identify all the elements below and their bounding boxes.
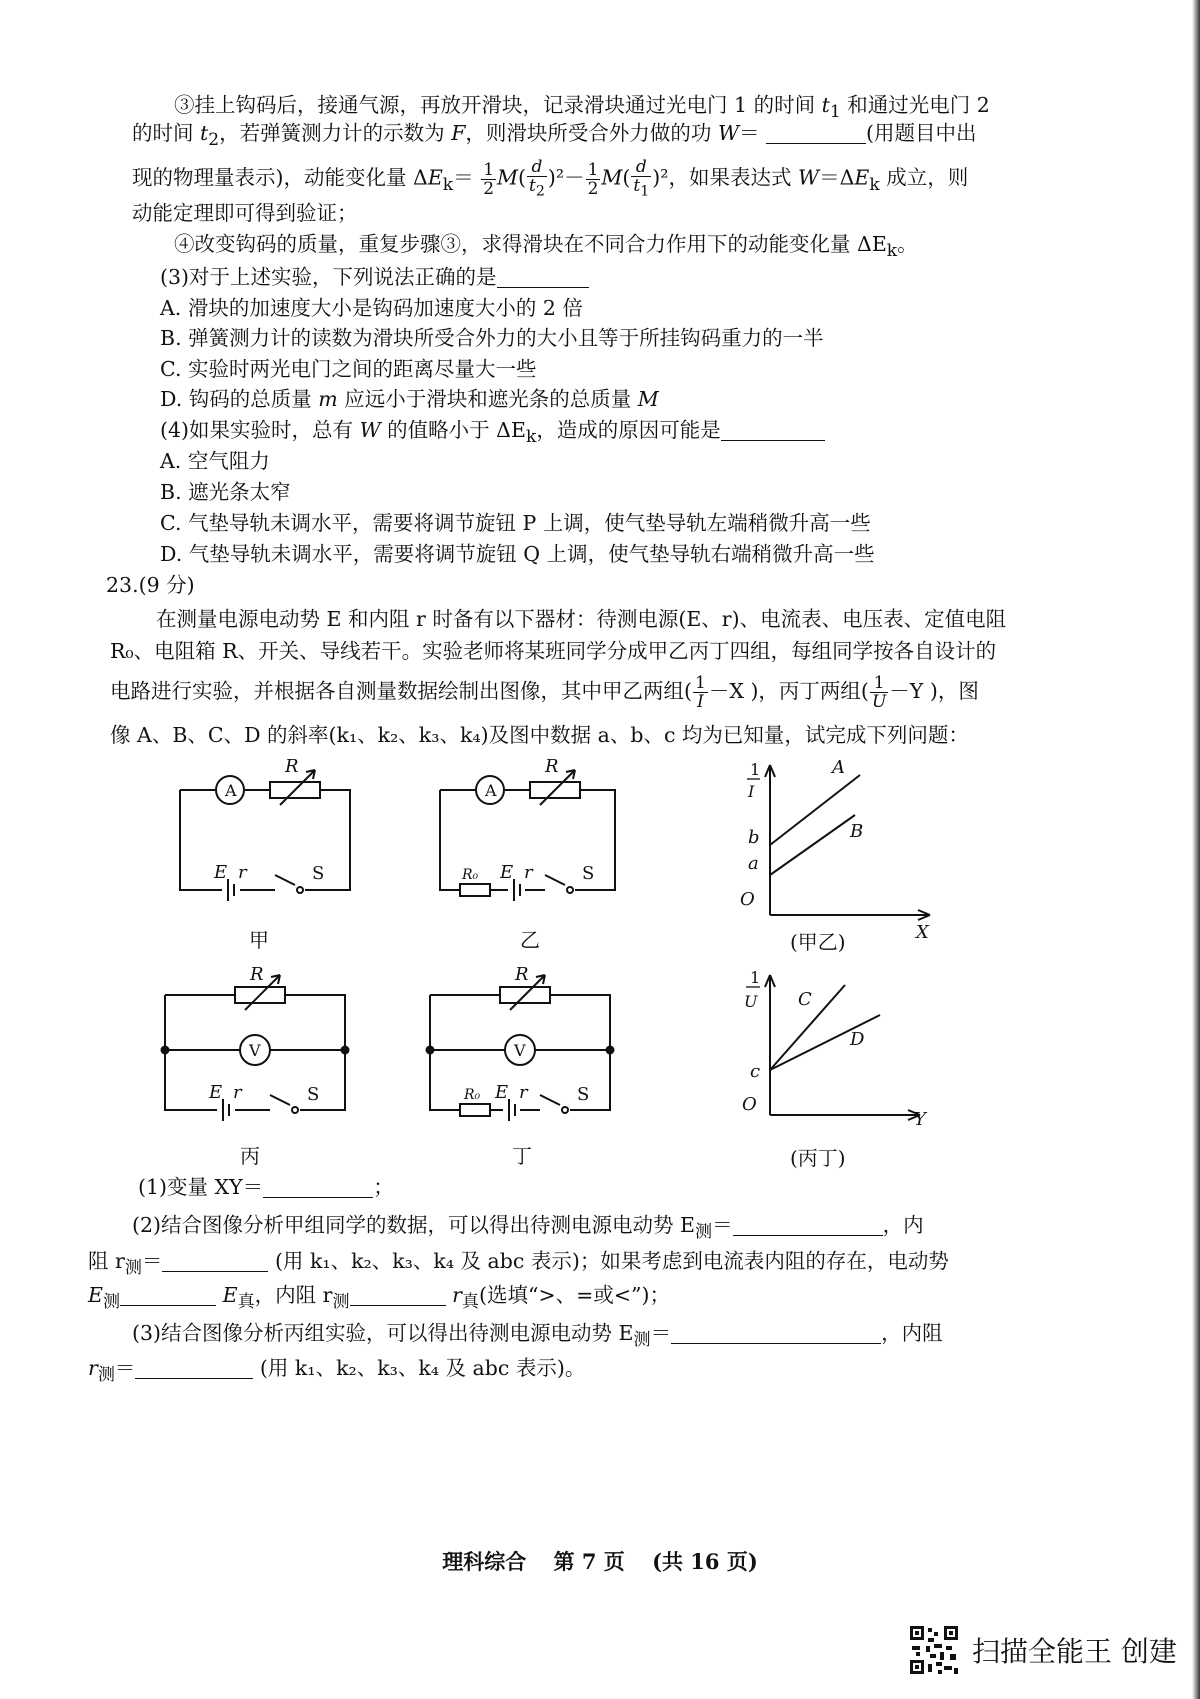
q4-option-b[interactable]: B. 遮光条太窄 [160, 480, 291, 504]
q3-option-c[interactable]: C. 实验时两光电门之间的距离尽量大一些 [160, 357, 537, 381]
caption-jia: 甲 [249, 928, 269, 952]
answer-blank-compare-e[interactable] [120, 1283, 216, 1306]
svg-text:a: a [748, 853, 759, 874]
step3-line3: 现的物理量表示)，动能变化量 $\Delta E_k=$ $\frac{1}{2}$ M( $\frac{d}{t_2}$ )²－ $\frac{1}{2}$ M( $\frac{d}{t_1}$ )²，如果表达式 $W=\Delta E_k$ 成立，则 [132, 157, 969, 200]
caption-ding: 丁 [512, 1144, 532, 1168]
fixed-resistor-label: R₀ [464, 1087, 481, 1103]
fraction-d-t1: $\frac{d}{t_1}$ [633, 157, 650, 200]
q23-paragraph-line4: 像 A、B、C、D 的斜率(k₁、k₂、k₃、k₄)及图中数据 a、b、c 均为已知量，试完成下列问题： [110, 723, 969, 747]
circuit-yi [430, 755, 630, 909]
svg-text:O: O [740, 889, 755, 910]
circuit-jia [170, 755, 360, 909]
svg-text:1: 1 [750, 968, 761, 987]
voltmeter-label: V [514, 1041, 526, 1060]
svg-text:Y: Y [914, 1109, 926, 1130]
rheostat-label: R [515, 964, 529, 985]
page-footer [0, 1546, 1200, 1576]
q23-part2-line1: (2)结合图像分析甲组同学的数据，可以得出待测电源电动势 $E_测=$ ，内 [132, 1213, 924, 1243]
answer-blank-emf-bing[interactable] [671, 1321, 881, 1344]
q23-heading: 23.(9 分) [106, 573, 195, 597]
internal-resistance-label: r [524, 862, 533, 883]
emf-label: E [495, 1082, 509, 1103]
q23-paragraph-line3: 电路进行实验，并根据各自测量数据绘制出图像，其中甲乙两组( $\frac{1}{I}$ －X )，丙丁两组( $\frac{1}{U}$ －Y )，图 [110, 673, 979, 712]
caption-graph-bing-ding: (丙丁) [790, 1146, 846, 1170]
svg-text:1: 1 [750, 760, 761, 779]
q4-stem: (4)如果实验时，总有 W 的值略小于 $\Delta E_k$，造成的原因可能是 [160, 415, 825, 452]
q4-option-c[interactable]: C. 气垫导轨未调水平，需要将调节旋钮 P 上调，使气垫导轨左端稍微升高一些 [160, 511, 871, 535]
svg-text:B: B [850, 821, 864, 842]
q3-option-a[interactable]: A. 滑块的加速度大小是钩码加速度大小的 2 倍 [160, 296, 583, 320]
svg-text:C: C [798, 989, 812, 1010]
fraction-half: $\frac{1}{2}$ [483, 159, 495, 199]
answer-blank-q4[interactable] [721, 418, 825, 441]
q23-paragraph-line1: 在测量电源电动势 E 和内阻 r 时备有以下器材：待测电源(E、r)、电流表、电压表、定值电阻 [156, 607, 1007, 631]
switch-label: S [307, 1084, 320, 1105]
switch-label: S [577, 1084, 590, 1105]
switch-label: S [582, 863, 595, 884]
q23-paragraph-line2: R₀、电阻箱 R、开关、导线若干。实验老师将某班同学分成甲乙丙丁四组，每组同学按各自设计的 [110, 639, 997, 663]
graph-bing-ding [730, 965, 950, 1139]
step3-line1: ③挂上钩码后，接通气源，再放开滑块，记录滑块通过光电门 1 的时间 $t_1$ 和通过光电门 2 [174, 93, 990, 123]
answer-blank-compare-r[interactable] [350, 1283, 446, 1306]
answer-blank-work[interactable] [766, 121, 866, 144]
q23-part2-line3: $E_测$ $E_真$，内阻 $r_测$ $r_真$(选填“>、=或<”)； [88, 1283, 671, 1313]
footer-total-pages: (共 16 页) [652, 1549, 758, 1574]
emf-label: E [214, 862, 228, 883]
ammeter-label: A [485, 781, 497, 800]
scanner-watermark-text: 扫描全能王 创建 [972, 1635, 1177, 1668]
q3-option-b[interactable]: B. 弹簧测力计的读数为滑块所受合外力的大小且等于所挂钩码重力的一半 [160, 326, 824, 350]
line-A [770, 775, 860, 845]
svg-text:O: O [742, 1094, 757, 1115]
emf-label: E [209, 1082, 223, 1103]
footer-subject: 理科综合 [442, 1549, 527, 1574]
emf-label: E [500, 862, 514, 883]
voltmeter-label: V [249, 1041, 261, 1060]
answer-blank-emf-jia[interactable] [733, 1213, 883, 1236]
q23-part3-line1: (3)结合图像分析丙组实验，可以得出待测电源电动势 $E_测=$ ，内阻 [132, 1321, 943, 1351]
internal-resistance-label: r [519, 1082, 528, 1103]
ammeter-label: A [225, 781, 237, 800]
fraction-1-over-U: $\frac{1}{U}$ [871, 673, 887, 712]
qr-code-icon [908, 1624, 960, 1676]
step3-line2: 的时间 $t_2$，若弹簧测力计的示数为 F，则滑块所受合外力做的功 W＝ (用题目中出 [132, 121, 977, 151]
svg-text:X: X [916, 922, 929, 943]
circuit-ding [420, 965, 620, 1129]
answer-blank-r-jia[interactable] [162, 1249, 268, 1272]
svg-text:D: D [850, 1029, 865, 1050]
internal-resistance-label: r [238, 862, 247, 883]
switch-label: S [312, 863, 325, 884]
q3-option-d[interactable]: D. 钩码的总质量 m 应远小于滑块和遮光条的总质量 M [160, 387, 659, 411]
q3-stem: (3)对于上述实验，下列说法正确的是 [160, 262, 589, 292]
answer-blank-q3[interactable] [497, 265, 589, 288]
internal-resistance-label: r [233, 1082, 242, 1103]
step3-line4: 动能定理即可得到验证； [132, 201, 358, 225]
circuit-bing [155, 965, 355, 1129]
rheostat-label: R [545, 756, 559, 777]
q23-part2-line2: 阻 $r_测=$ (用 k₁、k₂、k₃、k₄ 及 abc 表示)；如果考虑到电流表内阻的存在，电动势 [88, 1249, 949, 1279]
answer-blank-r-bing[interactable] [135, 1356, 253, 1379]
q23-part3-line2: $r_测=$ (用 k₁、k₂、k₃、k₄ 及 abc 表示)。 [88, 1356, 586, 1386]
svg-text:c: c [750, 1061, 761, 1082]
rheostat-label: R [250, 964, 264, 985]
svg-text:U: U [744, 992, 758, 1011]
answer-blank-xy[interactable] [263, 1175, 373, 1198]
line-B [770, 815, 855, 875]
fixed-resistor-label: R₀ [462, 867, 479, 883]
caption-bing: 丙 [240, 1144, 260, 1168]
scan-edge-shadow [1192, 0, 1200, 1699]
q23-part1: (1)变量 XY＝ ； [138, 1175, 394, 1199]
rheostat-label: R [285, 756, 299, 777]
fraction-half-2: $\frac{1}{2}$ [587, 159, 599, 199]
fraction-d-t2: $\frac{d}{t_2}$ [529, 157, 545, 200]
q4-option-d[interactable]: D. 气垫导轨未调水平，需要将调节旋钮 Q 上调，使气垫导轨右端稍微升高一些 [160, 542, 875, 566]
q4-option-a[interactable]: A. 空气阻力 [160, 449, 270, 473]
svg-text:I: I [748, 782, 755, 801]
caption-yi: 乙 [520, 928, 540, 952]
fraction-1-over-I: $\frac{1}{I}$ [695, 673, 706, 712]
svg-text:A: A [832, 757, 845, 778]
caption-graph-jia-yi: (甲乙) [790, 930, 846, 954]
footer-page-number: 第 7 页 [553, 1549, 625, 1574]
svg-text:b: b [748, 827, 760, 848]
step4-line: ④改变钩码的质量，重复步骤③，求得滑块在不同合力作用下的动能变化量 $\Delta E_k$。 [174, 232, 918, 262]
